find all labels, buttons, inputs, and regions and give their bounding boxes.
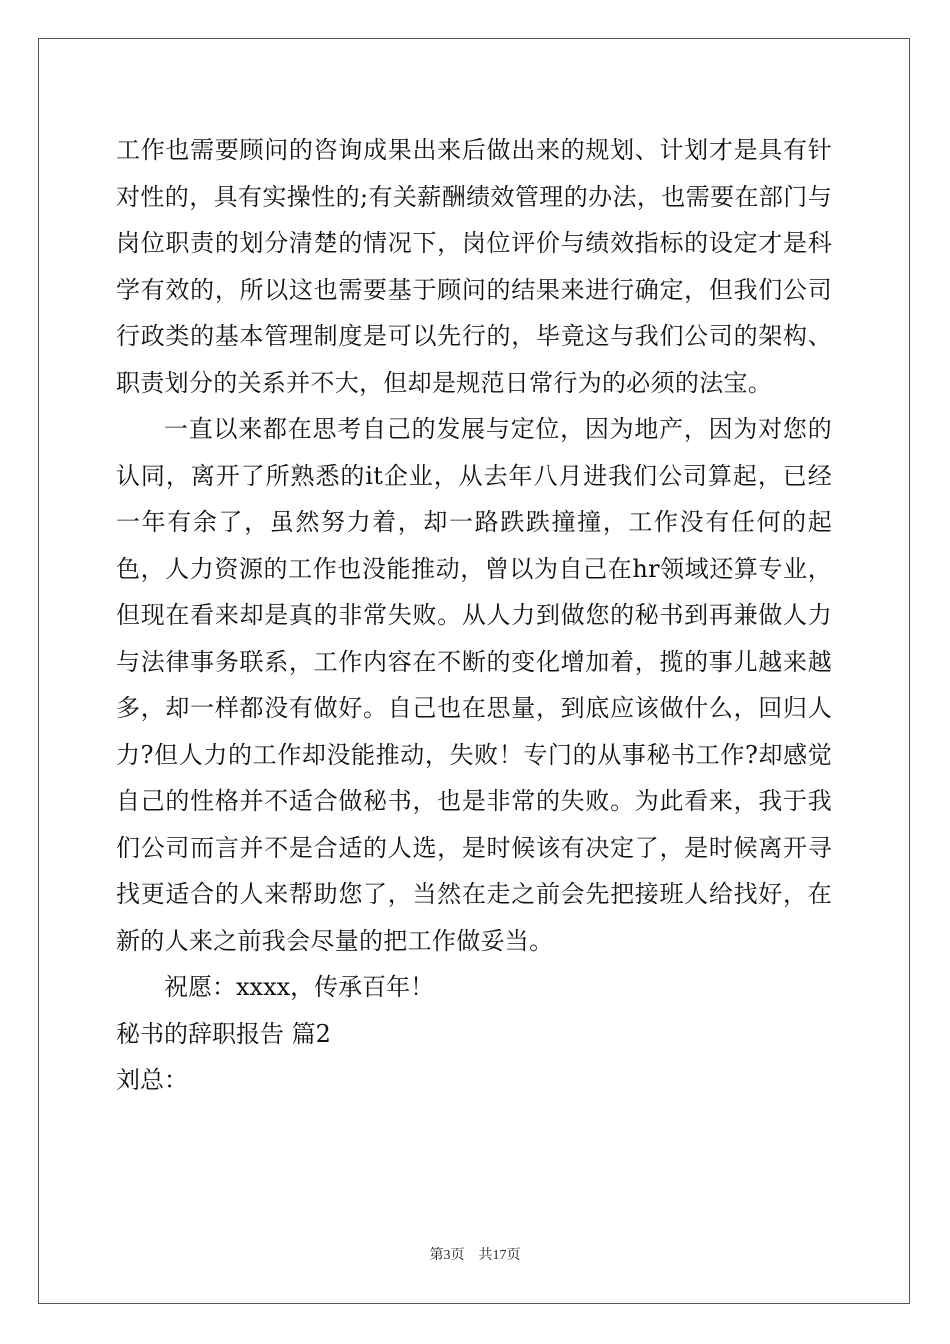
paragraph-resignation-reason: 一直以来都在思考自己的发展与定位，因为地产，因为对您的认同，离开了所熟悉的it企业，从去年八月进我们公司算起，已经一年有余了，虽然努力着，却一路跌跌撞撞，工作没有任何的起色，人力资源的工作也没能推动，曾以为自己在hr领域还算专业，但现在看来却是真的非常失败。从人力到做您的秘书到再兼做人力与法律事务联系，工作内容在不断的变化增加着，揽的事儿越来越多，却一样都没有做好。自己也在思量，到底应该做什么，回归人力?但人力的工作却没能推动，失败！专门的从事秘书工作?却感觉自己的性格并不适合做秘书，也是非常的失败。为此看来，我于我们公司而言并不是合适的人选，是时候该有决定了，是时候离开寻找更适合的人来帮助您了，当然在走之前会先把接班人给找好，在新的人来之前我会尽量的把工作做妥当。 xyxy=(116,415,832,955)
section-title: 秘书的辞职报告 篇2 xyxy=(116,1019,331,1048)
closing-wish: 祝愿：xxxx，传承百年！ xyxy=(116,973,435,1001)
page-number: 第3页 共17页 xyxy=(429,1248,521,1263)
page-footer xyxy=(0,1246,950,1266)
salutation: 刘总： xyxy=(116,1066,188,1094)
paragraph-continuation: 工作也需要顾问的咨询成果出来后做出来的规划、计划才是具有针对性的，具有实操性的;有关薪酬绩效管理的办法，也需要在部门与岗位职责的划分清楚的情况下，岗位评价与绩效指标的设定才是科学有效的，所以这也需要基于顾问的结果来进行确定，但我们公司行政类的基本管理制度是可以先行的，毕竟这与我们公司的架构、职责划分的关系并不大，但却是规范日常行为的必须的法宝。 xyxy=(116,136,832,397)
document-body xyxy=(116,127,832,1104)
